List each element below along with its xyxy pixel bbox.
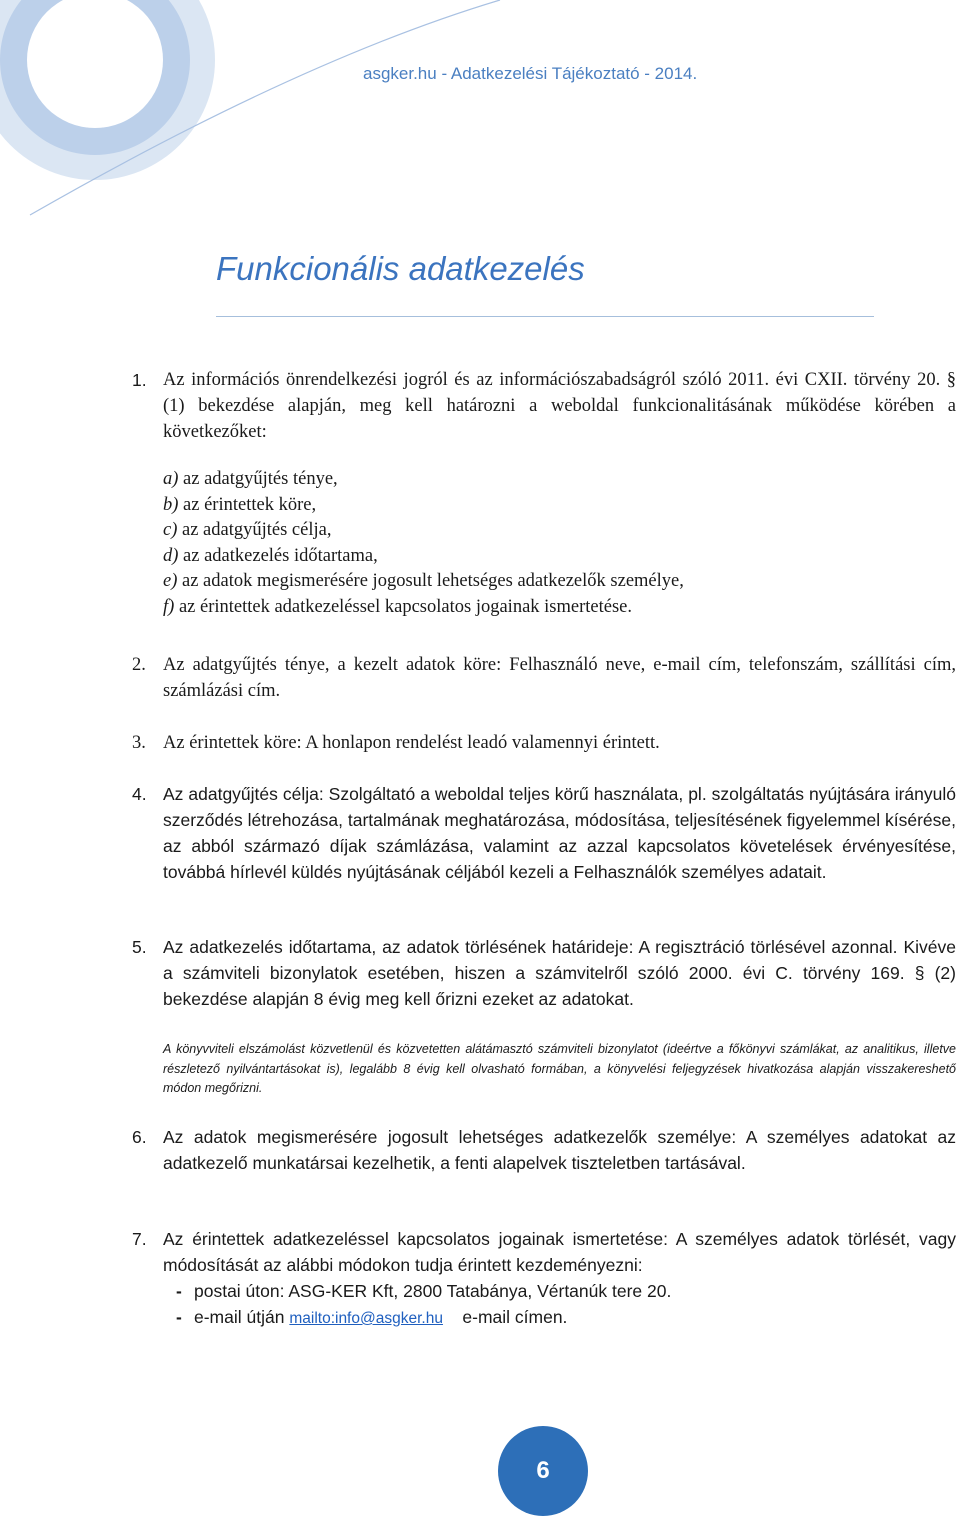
section-text: Az adatkezelés időtartama, az adatok törlésének határideje: A regisztráció törlésével azonnal. Kivéve a számviteli bizonylatok esetében, hiszen a számvitelről szóló 2000. évi C. törvény 169. § (2) bekezdése alapján 8 évig meg kell őrizni ezeket az adatokat.	[163, 937, 956, 1009]
section-7	[132, 1226, 956, 1332]
section-5	[132, 934, 956, 1012]
page-number-badge	[498, 1426, 588, 1516]
list-text: az érintettek köre,	[183, 494, 317, 515]
section-3	[132, 730, 956, 756]
list-letter: f)	[163, 596, 175, 617]
section-number: 4.	[132, 784, 147, 804]
list-letter: d)	[163, 545, 179, 566]
section-1	[132, 367, 956, 620]
section-number: 2.	[132, 655, 146, 675]
email-line	[176, 1304, 956, 1332]
postal-text: postai úton: ASG-KER Kft, 2800 Tatabánya, Vértanúk tere 20.	[194, 1281, 672, 1301]
list-letter: b)	[163, 494, 179, 515]
email-suffix: e-mail címen.	[462, 1307, 568, 1327]
list-letter: e)	[163, 571, 178, 591]
section-number: 3.	[132, 733, 146, 753]
section-text: Az adatgyűjtés célja: Szolgáltató a weboldal teljes körű használata, pl. szolgáltatás nyújtására irányuló szerződés létrehozása, tartalmának meghatározása, módosítása, teljesítésének figyelemmel kísérése, az abból származó díjak számlázása, valamint az azzal kapcsolatos követelések érvényesítése, továbbá hírlevél küldés nyújtásának céljából kezeli a Felhasználók személyes adatait.	[163, 784, 956, 882]
dash-bullet: -	[176, 1281, 182, 1301]
list-item-e	[163, 569, 956, 595]
list-item-f	[163, 595, 956, 621]
section-number: 5.	[132, 937, 147, 957]
list-letter: c)	[163, 520, 178, 540]
section-text: Az adatok megismerésére jogosult lehetséges adatkezelők személye: A személyes adatokat az adatkezelő munkatársai kezelhetik, a fenti alapelvek tiszteletben tartásával.	[163, 1127, 956, 1173]
corner-decoration	[0, 0, 520, 240]
page-title: Funkcionális adatkezelés	[216, 250, 585, 287]
list-item-c	[163, 518, 956, 544]
email-prefix: e-mail útján	[194, 1307, 285, 1327]
section-number: 7.	[132, 1229, 147, 1249]
section-number: 1.	[132, 370, 147, 390]
section-6	[132, 1124, 956, 1176]
section-text: Az érintettek adatkezeléssel kapcsolatos jogainak ismertetése: A személyes adatok törlését, vagy módosítását az alábbi módokon tudja érintett kezdeményezni:	[163, 1229, 956, 1275]
section-text: Az információs önrendelkezési jogról és az információszabadságról szóló 2011. évi CXII. törvény 20. § (1) bekezdése alapján, meg kell határozni a weboldal funkcionalitásának működése körében a következőket:	[163, 370, 956, 442]
section-4	[132, 781, 956, 885]
list-text: az adatgyűjtés ténye,	[183, 469, 338, 489]
list-text: az adatgyűjtés célja,	[182, 520, 332, 540]
list-item-b	[163, 493, 956, 519]
list-text: az adatok megismerésére jogosult lehetséges adatkezelők személye,	[182, 571, 684, 591]
list-item-a	[163, 467, 956, 493]
list-item-d	[163, 544, 956, 570]
list-text: az érintettek adatkezeléssel kapcsolatos jogainak ismertetése.	[178, 596, 632, 617]
dash-bullet: -	[176, 1307, 182, 1327]
footnote-note: A könyvviteli elszámolást közvetlenül és közvetetten alátámasztó számviteli bizonylatot (ideértve a főkönyvi számlákat, az analitikus, illetve részletező nyilvántartásokat is), legalább 8 évig kell olvasható formában, a könyvelési feljegyzések hivatkozása alapján visszakereshető módon megőrizni.	[163, 1042, 956, 1095]
email-link[interactable]: mailto:info@asgker.hu	[289, 1310, 443, 1327]
list-text: az adatkezelés időtartama,	[183, 545, 378, 566]
section-number: 6.	[132, 1127, 147, 1147]
section-text: Az érintettek köre: A honlapon rendelést leadó valamennyi érintett.	[163, 733, 660, 753]
list-letter: a)	[163, 469, 179, 489]
page-number: 6	[536, 1457, 550, 1484]
title-underline	[216, 316, 874, 317]
section-text: Az adatgyűjtés ténye, a kezelt adatok köre: Felhasználó neve, e-mail cím, telefonszám, szállítási cím, számlázási cím.	[163, 655, 956, 701]
page-header: asgker.hu - Adatkezelési Tájékoztató - 2014.	[363, 64, 698, 83]
postal-line	[176, 1278, 956, 1304]
section-2	[132, 652, 956, 704]
